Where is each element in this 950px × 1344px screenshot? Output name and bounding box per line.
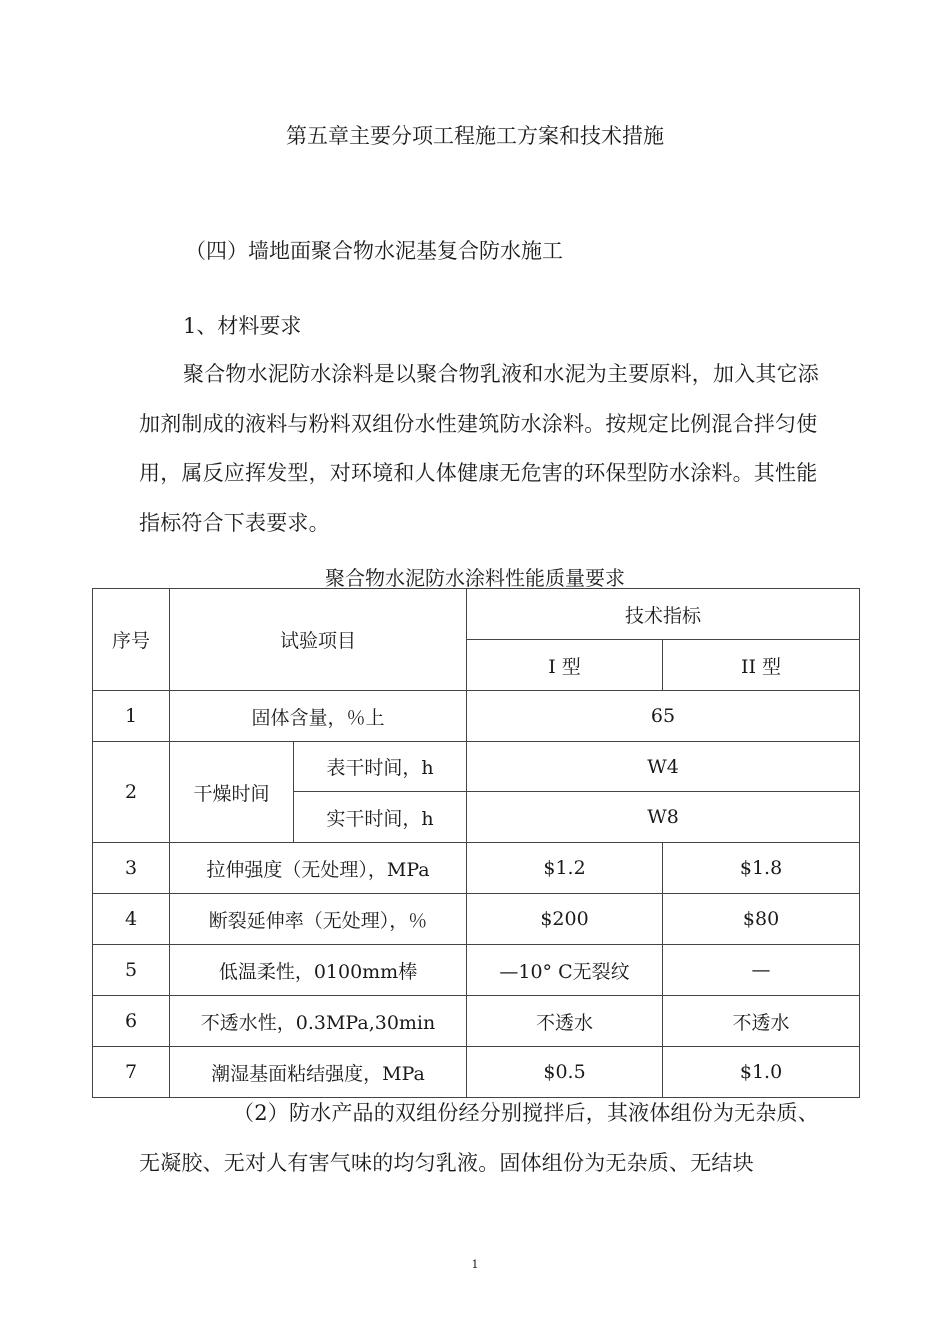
row-type2-value: $1.8 <box>663 843 860 894</box>
row-item: 潮湿基面粘结强度，MPa <box>170 1047 467 1098</box>
paragraph-line: 聚合物水泥防水涂料是以聚合物乳液和水泥为主要原料，加入其它添 <box>183 362 819 386</box>
row-type2-value: — <box>663 945 860 996</box>
paragraph-line: 加剂制成的液料与粉料双组份水性建筑防水涂料。按规定比例混合拌匀使 <box>139 412 818 436</box>
row-type2-value: $1.0 <box>663 1047 860 1098</box>
row-no: 6 <box>93 996 170 1047</box>
row-item: 固体含量，％上 <box>170 691 467 742</box>
row-item: 低温柔性，0100mm棒 <box>170 945 467 996</box>
row-type1-value: $200 <box>467 894 663 945</box>
row-value: 65 <box>467 691 860 742</box>
row-value: W8 <box>467 792 860 843</box>
row-no: 7 <box>93 1047 170 1098</box>
paragraph-line: 无凝胶、无对人有害气味的均匀乳液。固体组份为无杂质、无结块 <box>139 1151 754 1175</box>
table-row <box>93 691 860 742</box>
paragraph-line: 用，属反应挥发型，对环境和人体健康无危害的环保型防水涂料。其性能 <box>139 461 818 485</box>
header-type1: I 型 <box>467 640 663 691</box>
table-row <box>93 945 860 996</box>
row-subitem: 表干时间，h <box>294 742 467 792</box>
row-item: 不透水性，0.3MPa,30min <box>170 996 467 1047</box>
row-no: 1 <box>93 691 170 742</box>
header-item: 试验项目 <box>170 589 467 691</box>
row-type2-value: $80 <box>663 894 860 945</box>
paragraph-line: 指标符合下表要求。 <box>139 511 330 535</box>
row-no: 4 <box>93 894 170 945</box>
row-type1-value: —10° C无裂纹 <box>467 945 663 996</box>
paragraph-line: （2）防水产品的双组份经分别搅拌后，其液体组份为无杂质、 <box>233 1101 819 1125</box>
table-row <box>93 996 860 1047</box>
row-item: 拉伸强度（无处理），MPa <box>170 843 467 894</box>
page-number: 1 <box>471 1258 479 1271</box>
row-group: 干燥时间 <box>170 742 294 843</box>
row-no: 3 <box>93 843 170 894</box>
header-type2: II 型 <box>663 640 860 691</box>
row-value: W4 <box>467 742 860 792</box>
row-no: 2 <box>93 742 170 843</box>
section-title: （四）墙地面聚合物水泥基复合防水施工 <box>185 239 563 263</box>
table-row <box>93 843 860 894</box>
table-caption: 聚合物水泥防水涂料性能质量要求 <box>325 566 625 590</box>
header-tech: 技术指标 <box>467 589 860 640</box>
subsection-title: 1、材料要求 <box>183 314 302 338</box>
spec-table <box>92 588 860 1098</box>
row-no: 5 <box>93 945 170 996</box>
row-item: 断裂延伸率（无处理），％ <box>170 894 467 945</box>
table-row <box>93 742 860 792</box>
table-row <box>93 1047 860 1098</box>
header-no: 序号 <box>93 589 170 691</box>
row-type2-value: 不透水 <box>663 996 860 1047</box>
row-type1-value: $0.5 <box>467 1047 663 1098</box>
table-row <box>93 894 860 945</box>
row-subitem: 实干时间，h <box>294 792 467 843</box>
row-type1-value: $1.2 <box>467 843 663 894</box>
chapter-title: 第五章主要分项工程施工方案和技术措施 <box>286 124 664 148</box>
row-type1-value: 不透水 <box>467 996 663 1047</box>
table-header-row <box>93 589 860 640</box>
